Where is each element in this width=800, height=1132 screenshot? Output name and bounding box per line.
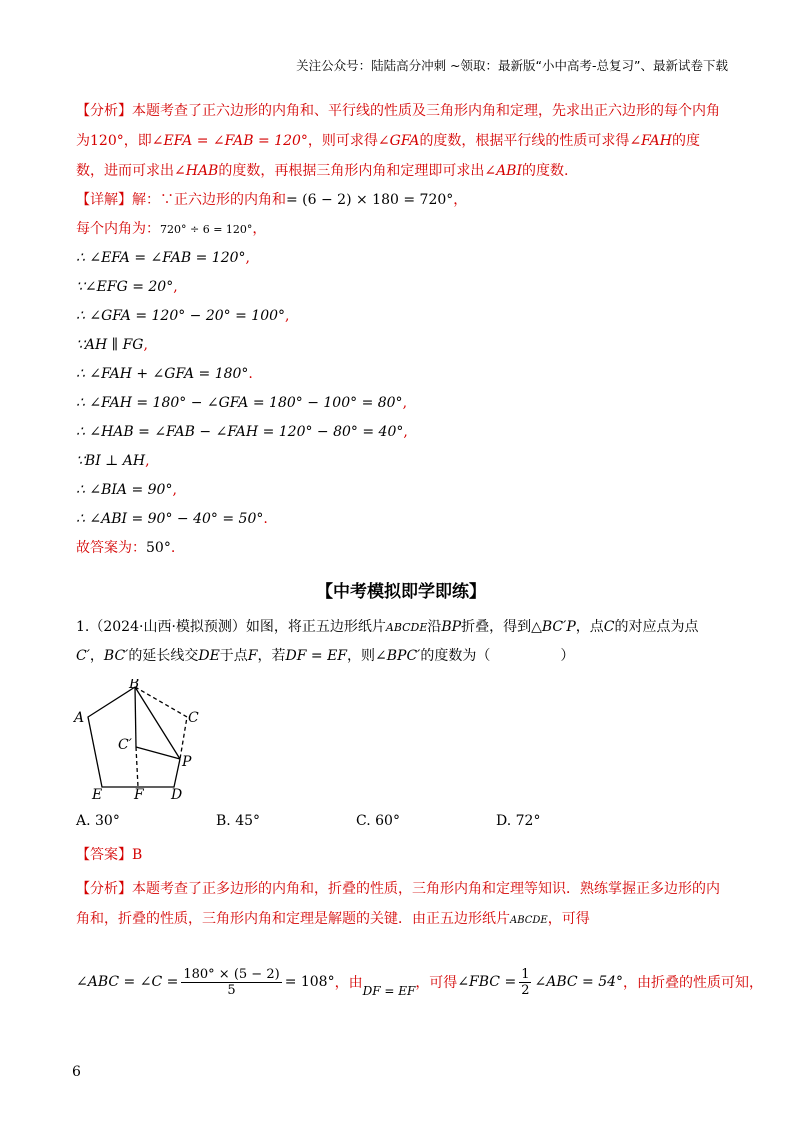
detail-step: ∴ ∠ABI = 90° − 40° = 50°. <box>76 511 268 527</box>
detail-tag: 【详解】 <box>76 192 132 208</box>
pentagon-figure <box>70 679 200 799</box>
detail-answer: 故答案为：50°. <box>76 540 176 556</box>
label-b: B <box>129 679 140 692</box>
question-text: 1.（2024·山西·模拟预测）如图，将正五边形纸片ABCDE沿BP折叠，得到△BC′P，点C的对应点为点C′，BC′的延长线交DE于点F，若DF = EF，则∠BPC′的度数为（ ） <box>76 619 699 664</box>
option-c[interactable]: C. 60° <box>356 813 400 829</box>
detail-step: ∴ ∠HAB = ∠FAB − ∠FAH = 120° − 80° = 40°, <box>76 424 408 440</box>
answer-line: 【答案】B <box>76 847 143 863</box>
detail-step: ∴ ∠EFA = ∠FAB = 120°, <box>76 250 250 266</box>
detail-step: ∴ ∠FAH = 180° − ∠GFA = 180° − 100° = 80°, <box>76 395 408 411</box>
section-title: 【中考模拟即学即练】 <box>316 582 486 602</box>
option-d[interactable]: D. 72° <box>496 813 541 829</box>
option-b[interactable]: B. 45° <box>216 813 261 829</box>
analysis-paragraph: 【分析】本题考查了正六边形的内角和、平行线的性质及三角形内角和定理，先求出正六边形的每个内角为120°，即∠EFA = ∠FAB = 120°，则可求得∠GFA的度数，根据平行线的性质可求得∠FAH的度数，进而可求出∠HAB的度数，再根据三角形内角和定理即可求出∠ABI的度数. <box>76 103 720 179</box>
detail-step: ∴ ∠GFA = 120° − 20° = 100°, <box>76 308 290 324</box>
extension-dashed <box>136 747 138 787</box>
label-a: A <box>74 710 85 726</box>
label-e: E <box>92 787 103 799</box>
analysis-paragraph-2: 【分析】本题考查了正多边形的内角和，折叠的性质，三角形内角和定理等知识．熟练掌握正多边形的内角和，折叠的性质，三角形内角和定理是解题的关键．由正五边形纸片ABCDE，可得 <box>76 881 720 927</box>
analysis-tag: 【分析】 <box>76 103 132 119</box>
segment-bcprime <box>135 687 136 747</box>
detail-step: ∴ ∠FAH + ∠GFA = 180°. <box>76 366 253 382</box>
detail-line-each: 每个内角为：720° ÷ 6 = 120°， <box>76 221 267 237</box>
detail-step: ∵∠EFG = 20°, <box>76 279 178 295</box>
answer-options <box>76 807 726 835</box>
detail-step: ∴ ∠BIA = 90°, <box>76 482 177 498</box>
label-cprime: C′ <box>118 737 132 753</box>
label-p: P <box>182 754 192 770</box>
detail-line-sum: 【详解】解：∵正六边形的内角和= (6 − 2) × 180 = 720°， <box>76 192 468 208</box>
detail-step: ∵BI ⊥ AH, <box>76 453 150 469</box>
page-content <box>74 96 764 1012</box>
formula-line: ∠ABC = ∠C = $\frac{180^\circ \times (5 - 2)}{5}$ = 108° ，由 DF = EF ，可得 ∠FBC = $\frac{1}{2}$ ∠ABC = 54° ，由折叠的性质可知， <box>76 966 764 998</box>
label-d: D <box>171 787 183 799</box>
fraction: $\frac{180^\circ \times (5 - 2)}{5}$ <box>183 966 280 998</box>
label-c: C <box>188 710 199 726</box>
option-a[interactable]: A. 30° <box>76 813 120 829</box>
detail-steps <box>76 244 726 534</box>
page-header: 关注公众号：陆陆高分冲刺 ~领取：最新版“小中高考-总复习”、最新试卷下载 <box>296 58 728 73</box>
label-f: F <box>134 787 144 799</box>
detail-step: ∵AH ∥ FG, <box>76 337 148 353</box>
fraction-half: $\frac{1}{2}$ <box>521 966 530 998</box>
page-number: 6 <box>72 1064 81 1080</box>
